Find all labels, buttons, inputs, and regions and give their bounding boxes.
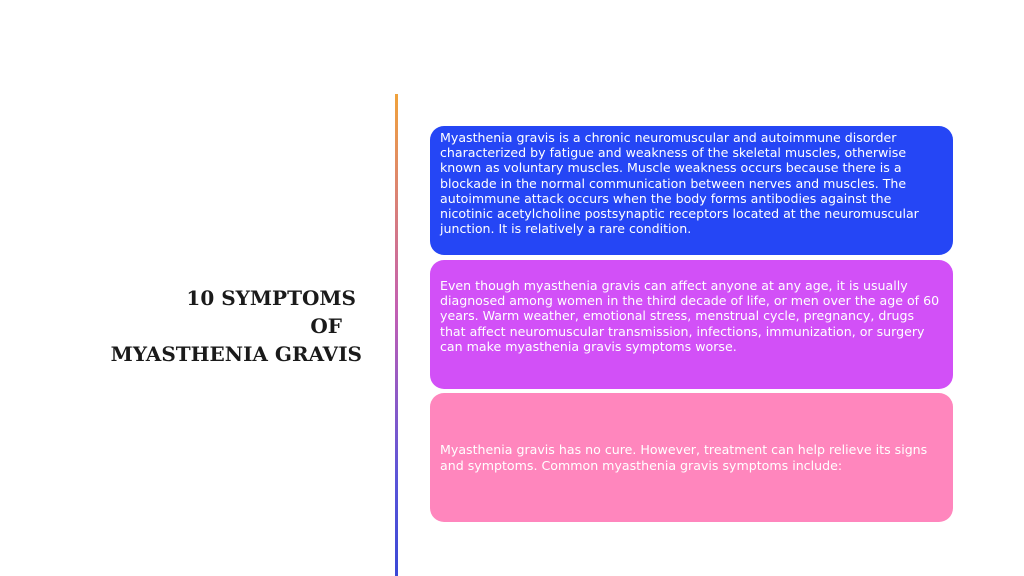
info-box-definition [430,126,953,255]
info-box-text: Myasthenia gravis has no cure. However, treatment can help relieve its signs and symptoms. Common myasthenia gravis symptoms include: [440,442,928,473]
vertical-divider [395,94,398,576]
info-box-text: Even though myasthenia gravis can affect anyone at any age, it is usually diagnosed among women in the third decade of life, or men over the age of 60 years. Warm weather, emotional stress, menstrual cycle, pregnancy, drugs that affect neuromuscular transmission, infections, immunization, or surgery can make myasthenia gravis symptoms worse. [440,278,940,354]
slide-title [42,284,362,368]
info-box-text: Myasthenia gravis is a chronic neuromuscular and autoimmune disorder characterized by fatigue and weakness of the skeletal muscles, otherwise known as voluntary muscles. Muscle weakness occurs because there is a blockade in the normal communication between nerves and muscles. The autoimmune attack occurs when the body forms antibodies against the nicotinic acetylcholine postsynaptic receptors located at the neuromuscular junction. It is relatively a rare condition. [440,130,919,237]
title-line-2: OF [310,314,342,338]
title-line-1: 10 SYMPTOMS [186,286,356,310]
title-line-3: MYASTHENIA GRAVIS [110,342,362,366]
info-box-risk-factors [430,260,953,389]
info-box-treatment [430,393,953,522]
